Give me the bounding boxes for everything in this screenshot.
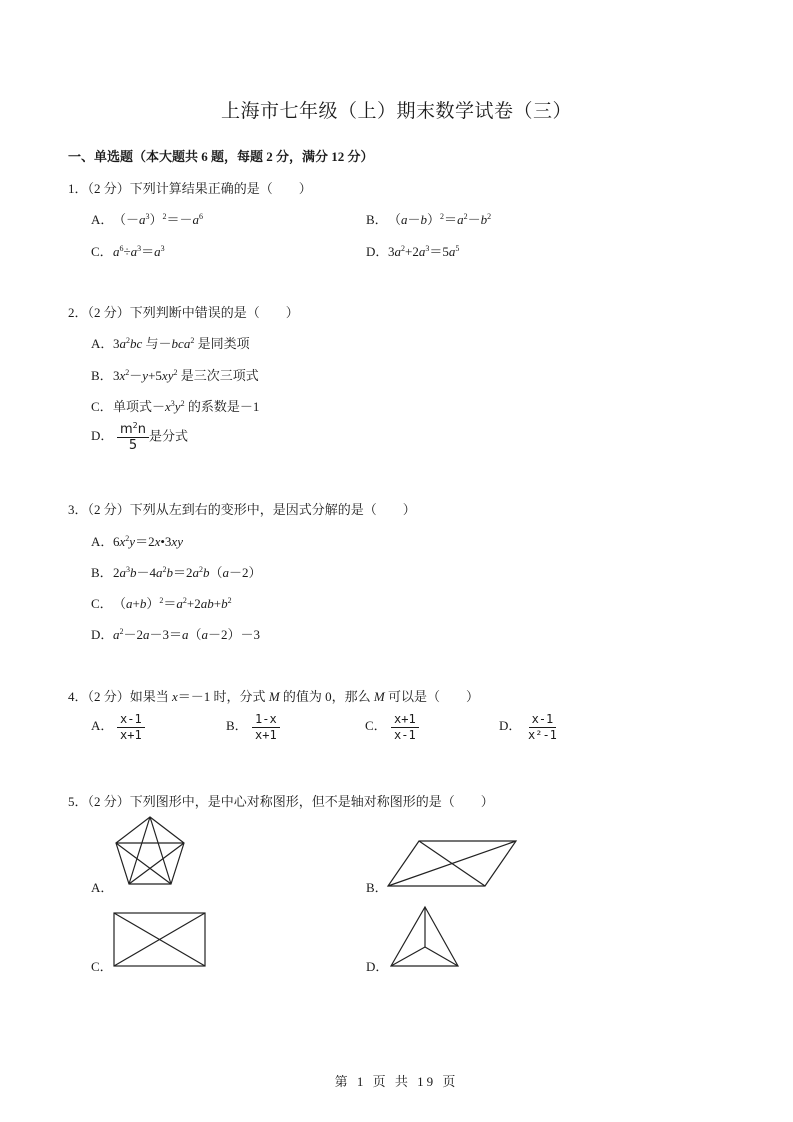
fraction — [117, 422, 149, 453]
question-1-option-b[interactable] — [366, 209, 491, 228]
fraction-denominator: x²-1 — [528, 728, 557, 742]
fraction — [117, 712, 145, 743]
option-label: D． — [91, 627, 114, 642]
question-2-stem: 2．（2 分）下列判断中错误的是（ ） — [68, 305, 299, 320]
option-label: B． — [91, 565, 113, 580]
question-1-option-d[interactable] — [366, 241, 459, 260]
option-suffix: 是分式 — [149, 428, 189, 444]
question-5-option-b-label[interactable]: B． — [366, 880, 388, 895]
fraction-denominator: 5 — [128, 438, 138, 453]
question-3-option-b[interactable] — [91, 562, 262, 581]
option-label: A． — [91, 336, 114, 351]
option-label: A． — [91, 212, 114, 227]
option-text: $a^2-2a-3=a(a-2)-3$ — [113, 627, 261, 642]
option-label: C． — [91, 596, 113, 611]
question-3-option-d[interactable] — [91, 624, 260, 643]
option-text: 单项式$-x^3y^2$ 的系数是－1 — [113, 399, 260, 414]
option-text: $3x^2-y+5xy^2$ 是三次三项式 — [113, 368, 259, 383]
question-1-option-c[interactable] — [91, 241, 165, 260]
fraction-denominator: x+1 — [120, 728, 142, 742]
triangle-figure[interactable] — [388, 904, 462, 970]
option-label: A． — [91, 534, 114, 549]
option-text: $6x^2y=2x•3xy$ — [113, 534, 183, 549]
question-2-option-b[interactable] — [91, 365, 259, 384]
option-text: $3a^2+2a^3=5a^5$ — [388, 244, 460, 259]
question-5-option-a-label[interactable]: A． — [91, 880, 114, 895]
fraction-numerator: $m^2n$ — [117, 422, 149, 438]
question-1-option-a[interactable] — [91, 209, 203, 228]
option-label: D． — [499, 718, 522, 734]
fraction-numerator: 1-x — [252, 712, 280, 728]
parallelogram-figure[interactable] — [385, 838, 521, 890]
pentagon-star-figure[interactable] — [110, 812, 190, 892]
question-3-option-c[interactable] — [91, 593, 232, 612]
question-4-stem: 4．（2 分）如果当 x＝－1 时，分式 M 的值为 0，那么 M 可以是（ ） — [68, 689, 480, 704]
question-5-option-c-label[interactable]: C． — [91, 959, 113, 974]
question-4-option-b[interactable] — [226, 712, 280, 743]
fraction-numerator: x+1 — [391, 712, 419, 728]
option-text: $a^6\div a^3=a^3$ — [113, 244, 165, 259]
fraction-denominator: x+1 — [255, 728, 277, 742]
question-5-option-d-label[interactable]: D． — [366, 959, 389, 974]
question-4-option-d[interactable] — [499, 712, 560, 743]
option-label: C． — [91, 244, 113, 259]
option-label: C． — [91, 399, 113, 414]
option-label: A． — [91, 718, 114, 734]
option-label: B． — [366, 212, 388, 227]
fraction — [252, 712, 280, 743]
fraction-numerator: x-1 — [529, 712, 557, 728]
option-label: D． — [91, 428, 114, 444]
option-text: $(-a^3)^2=-a^6$ — [113, 212, 204, 227]
fraction — [391, 712, 419, 743]
option-label: B． — [91, 368, 113, 383]
fraction — [525, 712, 560, 743]
question-2-option-c[interactable] — [91, 396, 259, 415]
page-title: 上海市七年级（上）期末数学试卷（三） — [220, 101, 572, 122]
fraction-denominator: x-1 — [394, 728, 416, 742]
question-3-option-a[interactable] — [91, 531, 183, 550]
option-label: B． — [226, 718, 248, 734]
question-4-option-a[interactable] — [91, 712, 145, 743]
option-text: $(a+b)^2=a^2+2ab+b^2$ — [113, 596, 232, 611]
question-5-stem: 5．（2 分）下列图形中，是中心对称图形，但不是轴对称图形的是（ ） — [68, 794, 494, 809]
page-footer: 第 1 页 共 19 页 — [334, 1074, 459, 1089]
option-text: $(a-b)^2=a^2-b^2$ — [388, 212, 492, 227]
question-2-option-d[interactable] — [91, 422, 188, 453]
question-4-option-c[interactable] — [365, 712, 419, 743]
question-2-option-a[interactable] — [91, 333, 250, 352]
option-label: D． — [366, 244, 389, 259]
rectangle-figure[interactable] — [112, 911, 208, 969]
option-text: $2a^3b-4a^2b=2a^2b(a-2)$ — [113, 565, 262, 580]
question-3-stem: 3．（2 分）下列从左到右的变形中，是因式分解的是（ ） — [68, 502, 416, 517]
section-heading: 一、单选题（本大题共 6 题，每题 2 分，满分 12 分） — [68, 149, 374, 164]
fraction-numerator: x-1 — [117, 712, 145, 728]
option-text: $3a^2bc$ 与－bca$^2$ 是同类项 — [113, 336, 250, 351]
question-1-stem: 1．（2 分）下列计算结果正确的是（ ） — [68, 181, 312, 196]
option-label: C． — [365, 718, 387, 734]
